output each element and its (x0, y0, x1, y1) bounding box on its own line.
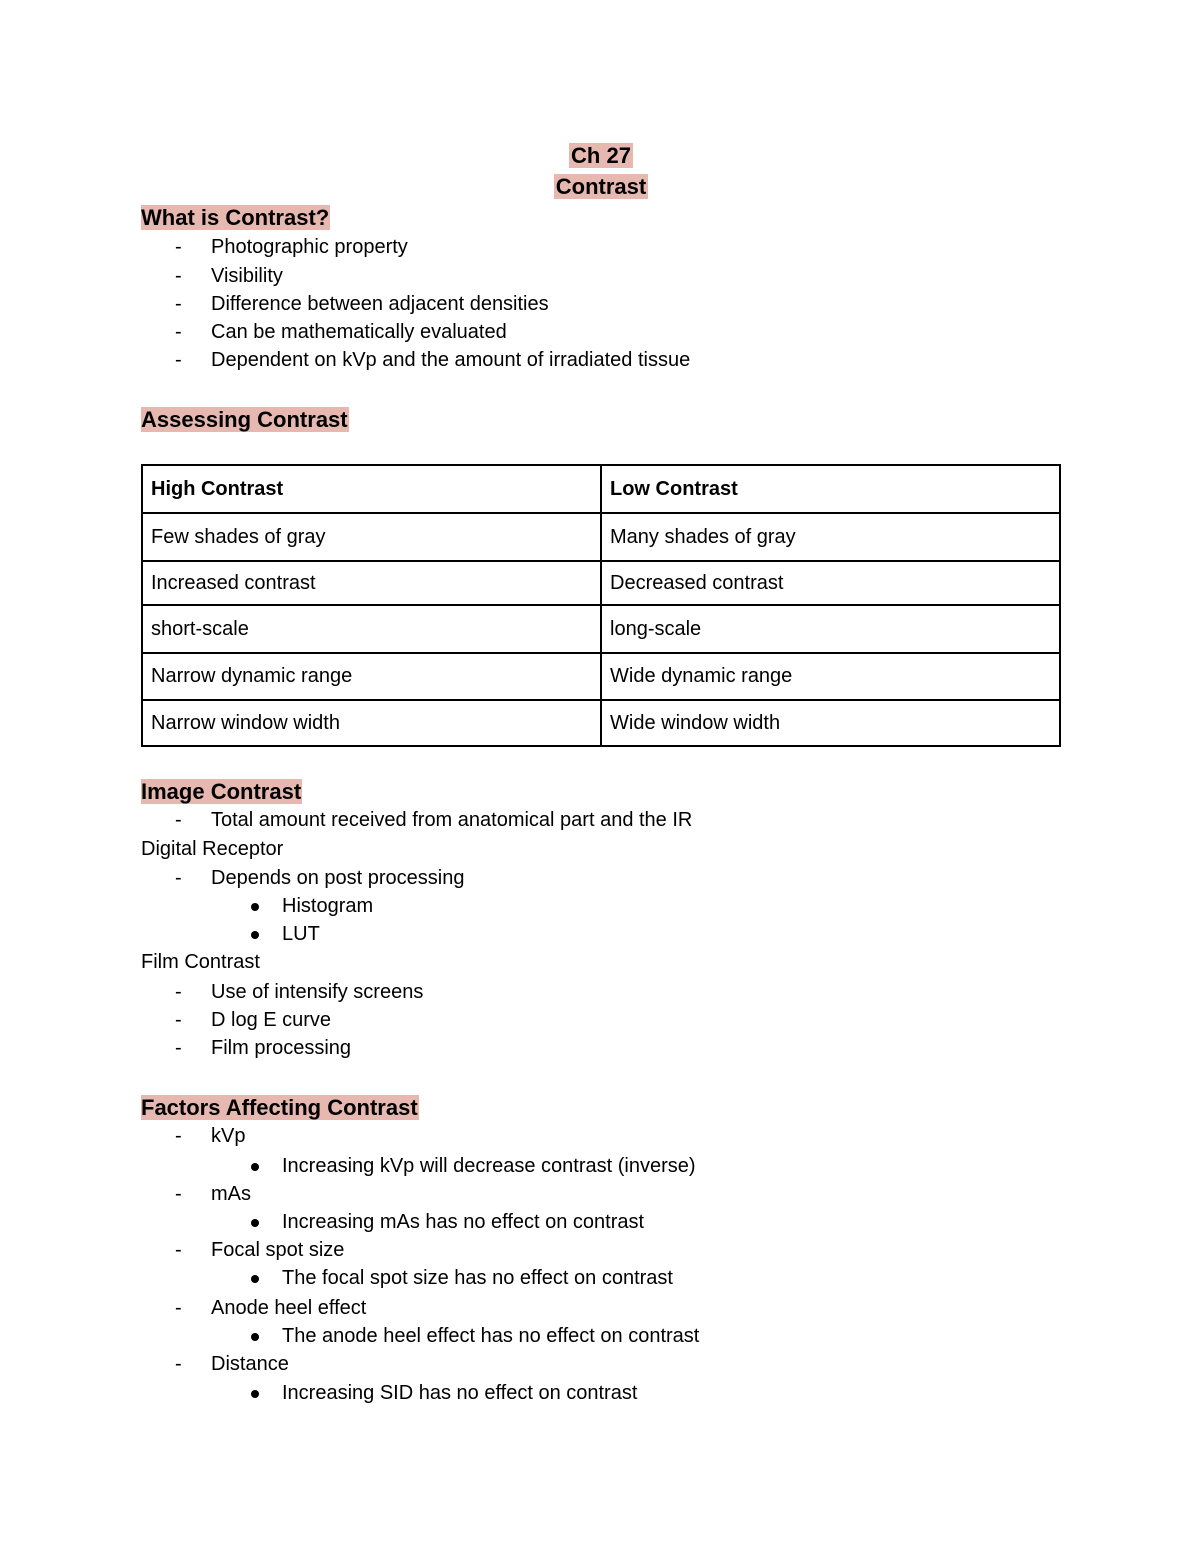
bullet-icon (251, 1390, 259, 1398)
table-row (142, 653, 1060, 700)
table-cell: Increased contrast (142, 561, 601, 605)
bullet-icon (251, 1163, 259, 1171)
dash-marker: - (175, 1037, 182, 1059)
dash-marker: - (175, 293, 182, 315)
document-title-text: Contrast (555, 174, 647, 199)
table-header-cell: High Contrast (142, 465, 601, 513)
table-header-cell: Low Contrast (601, 465, 1060, 513)
bullet-icon (251, 1219, 259, 1227)
table-row (142, 700, 1060, 746)
table-row (142, 605, 1060, 653)
dash-marker: - (175, 1009, 182, 1031)
dash-marker: - (175, 867, 182, 889)
table-header-row (142, 465, 1060, 513)
section-heading-image: Image Contrast (141, 779, 302, 804)
dash-marker: - (175, 809, 182, 831)
dash-marker: - (175, 1353, 182, 1375)
dash-marker: - (175, 1125, 182, 1147)
bullet-icon (251, 903, 259, 911)
chapter-title (141, 141, 1061, 170)
dash-marker: - (175, 265, 182, 287)
dash-marker: - (175, 321, 182, 343)
table-cell: Wide dynamic range (601, 653, 1060, 700)
table-row (142, 561, 1060, 605)
dash-marker: - (175, 236, 182, 258)
table-cell: Decreased contrast (601, 561, 1060, 605)
section-heading-factors: Factors Affecting Contrast (141, 1095, 418, 1120)
table-cell: Wide window width (601, 700, 1060, 746)
bullet-icon (251, 931, 259, 939)
dash-marker: - (175, 1297, 182, 1319)
document-title (141, 172, 1061, 201)
dash-marker: - (175, 981, 182, 1003)
table-cell: short-scale (142, 605, 601, 653)
bullet-icon (251, 1333, 259, 1341)
contrast-comparison-table (141, 464, 1061, 747)
subsection-label: Digital Receptor (141, 838, 284, 860)
bullet-icon (251, 1275, 259, 1283)
subsection-label: Film Contrast (141, 951, 260, 973)
chapter-number: Ch 27 (571, 143, 631, 168)
table-row (142, 513, 1060, 561)
section-heading-assessing: Assessing Contrast (141, 407, 348, 432)
table-cell: Many shades of gray (601, 513, 1060, 561)
dash-marker: - (175, 349, 182, 371)
table-cell: Narrow window width (142, 700, 601, 746)
dash-marker: - (175, 1183, 182, 1205)
table-cell: long-scale (601, 605, 1060, 653)
dash-marker: - (175, 1239, 182, 1261)
section-heading-what: What is Contrast? (141, 205, 330, 230)
table-cell: Few shades of gray (142, 513, 601, 561)
table-cell: Narrow dynamic range (142, 653, 601, 700)
